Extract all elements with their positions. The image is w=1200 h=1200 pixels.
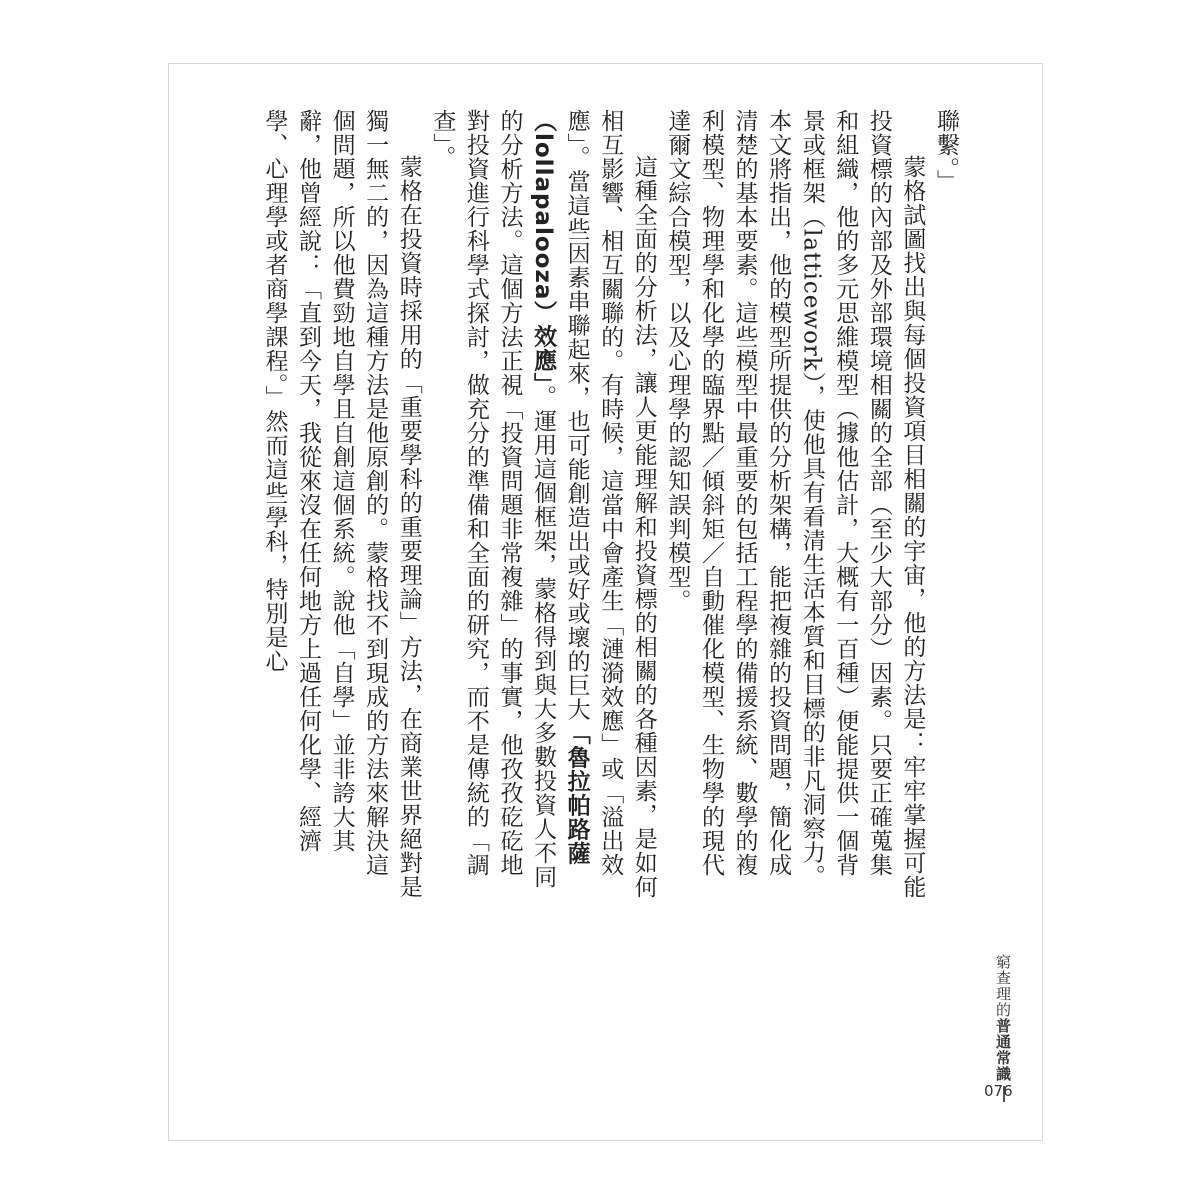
paragraph-4: 蒙格在投資時採用的「重要學科的重要理論」方法，在商業世界絕對是獨一無二的，因為這種方法是他原創的。蒙格找不到現成的方法來解決這個問題，所以他費勁地自學且自創這個系統。說他「自學」並非誇大其辭，他曾經說：「直到今天，我從來沒在任何地方上過任何化學、經濟學、心理學或者商學課程。」然而這些學科，特別是心 [261, 109, 422, 899]
paragraph-2: 蒙格試圖找出與每個投資項目相關的宇宙，他的方法是：牢牢掌握可能投資標的內部及外部環境相關的全部（至少大部分）因素。只要正確蒐集和組織，他的多元思維模型（據他估計，大概有一百種）便能提供一個背景或框架（latticework），使他具有看清生活本質和目標的非凡洞察力。本文將指出，他的模型所提供的分析架構，能把複雜的投資問題，簡化成清楚的基本要素。這些模型中最重要的包括工程學的備援系統、數學的複利模型、物理學和化學的臨界點／傾斜矩／自動催化模型、生物學的現代達爾文綜合模型，以及心理學的認知誤判模型。 [664, 109, 926, 899]
book-title-part-2: 普通常識 [994, 1018, 1012, 1082]
paragraph-1: 聯繫。」 [933, 109, 959, 194]
paragraph-3-part-b: 。運用這個框架，蒙格得到與大多數投資人不同的分析方法。這個方法正視「投資問題非常複雜」的事實，他孜孜矻矻地對投資進行科學式探討，做充分的準備和全面的研究，而不是傳統的「調查」。 [429, 109, 557, 889]
book-page [168, 63, 1043, 1141]
paragraph-3-part-a: 這種全面的分析法，讓人更能理解和投資標的相關的各種因素，是如何相互影響、相互關聯的。有時候，這當中會產生「漣漪效應」或「溢出效應」。當這些因素串聯起來，也可能創造出或好或壞的巨大 [563, 109, 657, 899]
lollapalooza-term: 「魯拉帕路薩（lollapalooza）效應」 [530, 109, 590, 866]
body-text [257, 109, 962, 899]
paragraph-3 [425, 109, 660, 899]
page-number: 076 [984, 1082, 1013, 1100]
book-title-part-1: 窮查理的 [994, 954, 1012, 1018]
